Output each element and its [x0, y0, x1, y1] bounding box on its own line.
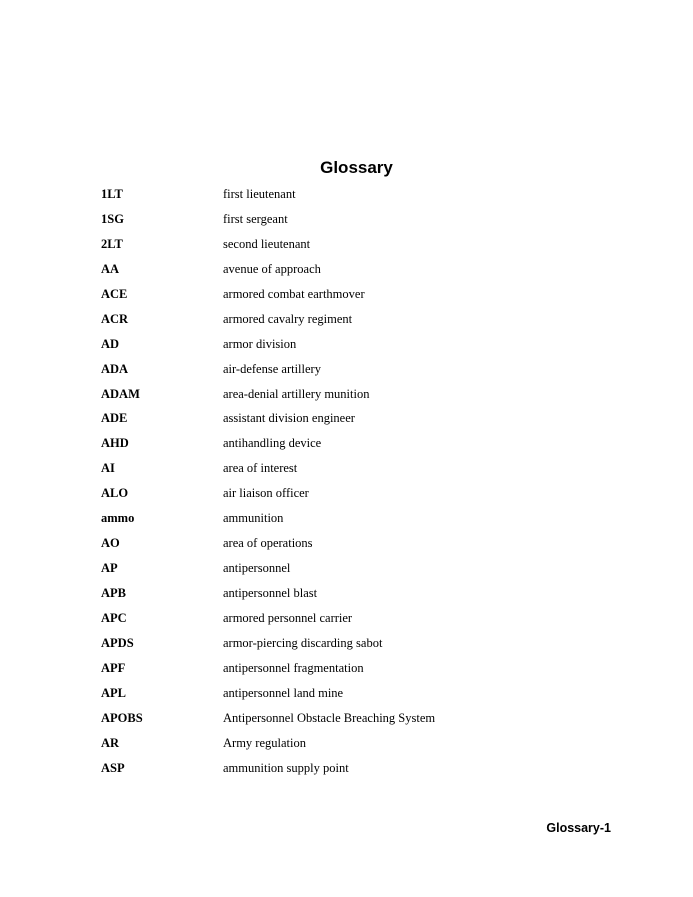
glossary-definition: assistant division engineer	[223, 411, 355, 426]
glossary-term: AP	[101, 561, 118, 576]
glossary-term: APL	[101, 685, 126, 700]
glossary-definition: air liaison officer	[223, 486, 309, 501]
glossary-term: ASP	[101, 760, 125, 775]
glossary-definition: Army regulation	[223, 735, 306, 750]
glossary-entry	[101, 760, 621, 785]
glossary-term: ACE	[101, 286, 128, 301]
glossary-term: AR	[101, 735, 120, 750]
glossary-definition: ammunition supply point	[223, 760, 349, 775]
glossary-term: AD	[101, 336, 120, 351]
glossary-term: APDS	[101, 635, 134, 650]
glossary-entry	[101, 585, 621, 610]
glossary-entry	[101, 460, 621, 485]
glossary-term: ammo	[101, 511, 135, 526]
glossary-term: 1LT	[101, 187, 123, 201]
glossary-definition: antipersonnel blast	[223, 586, 318, 600]
glossary-term: AO	[101, 536, 120, 551]
glossary-entry	[101, 435, 621, 460]
glossary-entry	[101, 560, 621, 585]
glossary-definition: Antipersonnel Obstacle Breaching System	[223, 710, 436, 725]
glossary-entry	[101, 336, 621, 361]
glossary-entry	[101, 610, 621, 635]
glossary-entry	[101, 735, 621, 760]
glossary-definition: armor-piercing discarding sabot	[223, 635, 383, 650]
glossary-entry	[101, 660, 621, 685]
glossary-definition: antihandling device	[223, 436, 322, 451]
glossary-list	[101, 186, 621, 785]
glossary-entry	[101, 186, 621, 211]
glossary-definition: antipersonnel fragmentation	[223, 660, 364, 675]
glossary-definition: air-defense artillery	[223, 361, 321, 376]
glossary-definition: armor division	[223, 336, 297, 351]
glossary-entry	[101, 236, 621, 261]
glossary-entry	[101, 535, 621, 560]
glossary-entry	[101, 261, 621, 286]
glossary-definition: area-denial artillery munition	[223, 386, 370, 401]
glossary-term: 1SG	[101, 211, 124, 226]
glossary-term: ACR	[101, 311, 129, 326]
glossary-definition: area of interest	[223, 461, 298, 476]
glossary-definition: armored cavalry regiment	[223, 311, 353, 326]
glossary-term: AHD	[101, 436, 129, 451]
glossary-entry	[101, 410, 621, 435]
glossary-entry	[101, 685, 621, 710]
glossary-entry	[101, 211, 621, 236]
glossary-definition: area of operations	[223, 536, 313, 551]
glossary-entry	[101, 361, 621, 386]
glossary-term: APOBS	[101, 710, 143, 725]
glossary-definition: first sergeant	[223, 211, 288, 226]
glossary-entry	[101, 286, 621, 311]
glossary-definition: avenue of approach	[223, 261, 321, 276]
glossary-definition: first lieutenant	[223, 187, 296, 201]
glossary-entry	[101, 710, 621, 735]
glossary-term: ADAM	[101, 386, 140, 401]
glossary-term: APF	[101, 660, 126, 675]
page-title: Glossary	[320, 158, 393, 177]
glossary-term: APB	[101, 586, 126, 600]
glossary-definition: ammunition	[223, 511, 284, 526]
glossary-entry	[101, 386, 621, 411]
glossary-entry	[101, 311, 621, 336]
glossary-definition: armored combat earthmover	[223, 286, 365, 301]
glossary-definition: antipersonnel	[223, 561, 291, 576]
glossary-term: ALO	[101, 486, 129, 501]
glossary-term: 2LT	[101, 236, 123, 251]
glossary-definition: second lieutenant	[223, 236, 311, 251]
glossary-entry	[101, 635, 621, 660]
glossary-term: APC	[101, 610, 127, 625]
glossary-term: AI	[101, 461, 115, 476]
glossary-term: ADA	[101, 361, 129, 376]
glossary-entry	[101, 485, 621, 510]
glossary-definition: armored personnel carrier	[223, 610, 353, 625]
glossary-entry	[101, 510, 621, 535]
glossary-term: ADE	[101, 411, 128, 426]
glossary-term: AA	[101, 261, 120, 276]
glossary-definition: antipersonnel land mine	[223, 685, 344, 700]
page-number: Glossary-1	[546, 821, 611, 835]
